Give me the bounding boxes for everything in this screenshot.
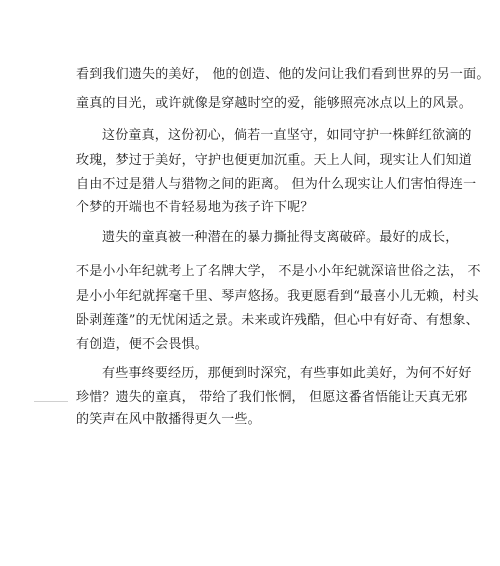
text-line-6: 个梦的开端也不肯轻易地为孩子许下呢？ <box>76 200 314 215</box>
text-line-14: 的笑声在风中散播得更久一些。 <box>76 412 261 427</box>
text-line-7: 遗失的童真被一种潜在的暴力撕扯得支离破碎。最好的成长， <box>102 230 459 245</box>
text-line-12: 有些事终要经历，那便到时深究，有些事如此美好，为何不好好 <box>102 366 472 381</box>
text-line-10: 卧剥莲蓬”的无忧闲适之景。未来或许残酷，但心中有好奇、有想象、 <box>76 313 479 328</box>
text-line-4: 玫瑰，梦过于美好，守护也便更加沉重。天上人间，现实让人们知道 <box>76 153 473 168</box>
text-line-1: 看到我们遗失的美好， 他的创造、他的发问让我们看到世界的另一面。 <box>76 67 490 82</box>
text-line-11: 有创造，便不会畏惧。 <box>76 337 209 352</box>
text-line-2: 童真的目光，或许就像是穿越时空的爱，能够照亮冰点以上的风景。 <box>76 96 473 111</box>
text-line-9: 是小小年纪就挥毫千里、琴声悠扬。我更愿看到“最喜小儿无赖，村头 <box>76 289 479 304</box>
text-line-5: 自由不过是猎人与猎物之间的距离。 但为什么现实让人们害怕得连一 <box>76 177 477 192</box>
text-line-8: 不是小小年纪就考上了名牌大学， 不是小小年纪就深谙世俗之法， 不 <box>76 264 481 279</box>
text-line-3: 这份童真，这份初心，倘若一直坚守，如同守护一株鲜红欲滴的 <box>102 128 472 143</box>
page-mark-divider <box>34 401 68 402</box>
text-line-13: 珍惜？遗失的童真， 带给了我们怅惘， 但愿这番省悟能让天真无邪 <box>76 390 468 405</box>
